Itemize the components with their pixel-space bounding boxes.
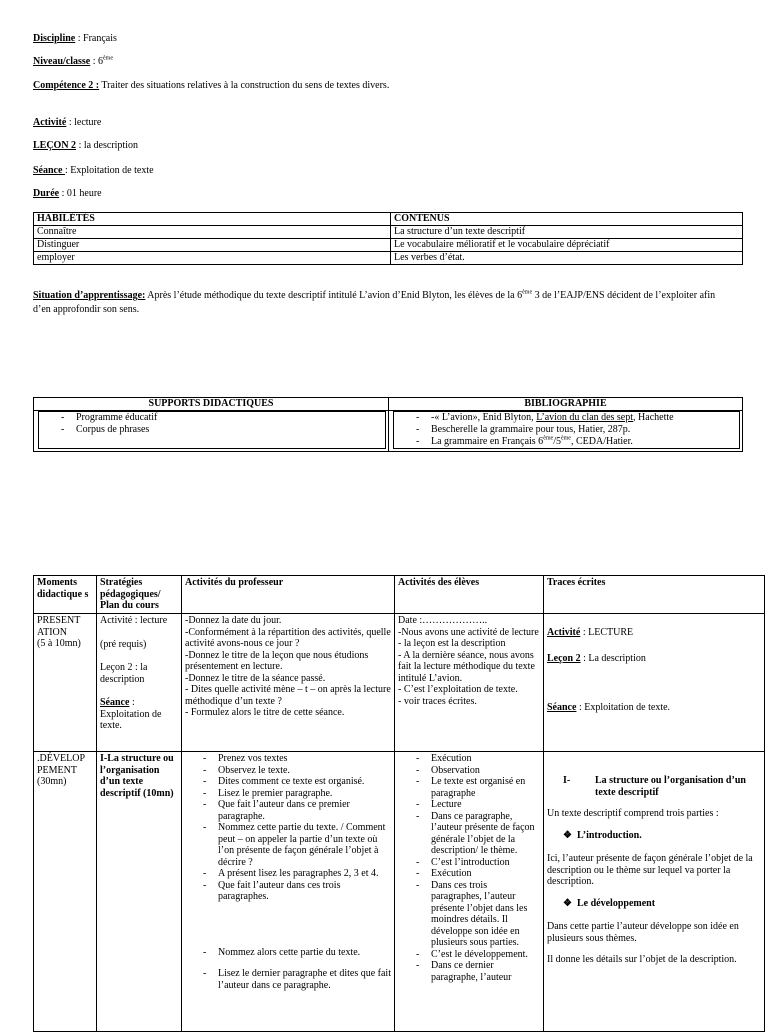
diamond-icon: ❖: [563, 829, 572, 841]
prof-text: -Donnez le titre de la séance passé.: [185, 672, 326, 684]
list-item: - A présent lisez les paragraphes 2, 3 et 4.: [203, 868, 391, 880]
situation-sup: ème: [522, 289, 533, 296]
traces-subheading: [547, 830, 761, 842]
competence-label: Compétence 2 :: [33, 80, 100, 91]
eleves-text: - la leçon est la description: [398, 638, 506, 649]
heading-number: I-: [563, 775, 571, 786]
biblio-text: -« L’avion», Enid Blyton,: [431, 412, 537, 423]
biblio-text: , Hachette: [633, 412, 674, 423]
activite-line: [33, 117, 101, 129]
prof-list: [185, 753, 391, 903]
eleves-text: Date :………………..: [398, 615, 488, 626]
supports-table: [33, 397, 743, 452]
column-header: Stratégies pédagogiques/ Plan du cours: [97, 576, 182, 614]
supports-list: [39, 412, 385, 436]
seance-value: : Exploitation de texte.: [100, 697, 162, 731]
duree-label: Durée: [33, 188, 60, 199]
situation-text-end: 3 de l’EAJP/ENS décident de l’exploiter afin d’en approfondir son sens.: [33, 290, 716, 315]
column-header: Traces écrites: [544, 576, 765, 614]
competence-line: [33, 80, 389, 92]
list-item: - Exécution: [416, 753, 540, 765]
list-item: - Lisez le dernier paragraphe et dites que fait l’auteur dans ce paragraphe.: [203, 968, 391, 991]
lecon-label: LEÇON 2: [33, 140, 77, 151]
prof-list-2: [185, 947, 391, 992]
biblio-text: La grammaire en Français 6: [431, 436, 544, 447]
column-header: Activités du professeur: [182, 576, 395, 614]
list-item: - Lisez le premier paragraphe.: [203, 788, 391, 800]
moment-text: PRESENT: [37, 615, 81, 626]
discipline-label: Discipline: [33, 33, 76, 44]
habiletes-header: HABILÉTÉS: [34, 213, 391, 226]
diamond-icon: ❖: [563, 897, 572, 909]
seance-value: : Exploitation de texte: [64, 165, 154, 176]
supports-box: [38, 411, 386, 449]
lesson-table: [33, 575, 765, 1032]
strategie-text: Leçon 2 : la description: [100, 662, 148, 685]
niveau-value: : 6: [90, 56, 103, 67]
strategie-text: (pré requis): [100, 638, 147, 650]
habilete-cell: Distinguer: [34, 239, 391, 252]
lecon-value: : La description: [580, 652, 646, 664]
habilete-cell: Connaître: [34, 226, 391, 239]
list-item: - Dans ces trois paragraphes, l’auteur présente l’objet dans les moindres détails. Il développe son idée en plusieurs sous parties.: [416, 880, 540, 949]
list-item: - Dans ce dernier paragraphe, l’auteur: [416, 960, 540, 983]
bibliographie-list: [394, 412, 739, 448]
list-item: - Bescherelle la grammaire pour tous, Hatier, 287p.: [416, 424, 739, 436]
duree-value: : 01 heure: [59, 188, 102, 199]
eleves-cell: [395, 614, 544, 752]
eleves-list: [398, 753, 540, 983]
strategie-text: [100, 697, 178, 732]
list-item: - C’est l’introduction: [416, 857, 540, 869]
seance-line: [33, 165, 154, 177]
bibliographie-header: BIBLIOGRAPHIE: [389, 398, 743, 411]
list-item: - Programme éducatif: [61, 412, 385, 424]
prof-cell: [182, 614, 395, 752]
activite-label: Activité: [547, 627, 581, 638]
activite-value: : LECTURE: [580, 627, 634, 638]
strategie-cell: I-La structure ou l’organisation d’un texte descriptif (10mn): [97, 752, 182, 1032]
table-row: [34, 239, 743, 252]
list-item: - Nommez cette partie du texte. / Comment peut – on appeler la partie d’un texte où l’on présente de façon générale l’objet à décrire ?: [203, 822, 391, 868]
traces-cell: [544, 752, 765, 1032]
seance-label: Séance: [547, 702, 577, 713]
list-item: - Nommez alors cette partie du texte.: [203, 947, 391, 959]
list-item: - Dites comment ce texte est organisé.: [203, 776, 391, 788]
moment-text: PEMENT: [37, 764, 77, 776]
moment-cell: [34, 752, 97, 1032]
biblio-sup: ème: [560, 435, 571, 442]
list-item: [416, 436, 739, 448]
subheading-text: Le développement: [577, 897, 656, 909]
biblio-text: , CEDA/Hatier.: [570, 436, 633, 447]
biblio-book-title: L’avion du clan des sept: [536, 412, 634, 423]
situation-apprentissage: [33, 289, 733, 316]
list-item: - Corpus de phrases: [61, 424, 385, 436]
moment-cell: [34, 614, 97, 752]
traces-paragraph: Ici, l’auteur présente de façon générale l’objet de la description ou le thème sur lequel va porter la description.: [547, 853, 753, 887]
list-item: - Exécution: [416, 868, 540, 880]
prof-text: -Donnez la date du jour.: [185, 615, 282, 626]
lecon-label: Leçon 2: [547, 652, 581, 664]
moment-text: ATION: [37, 626, 67, 638]
list-item: - Lecture: [416, 799, 540, 811]
subheading-text: L’introduction.: [577, 829, 642, 841]
biblio-sup: ème: [543, 435, 554, 442]
seance-label: Séance: [33, 165, 65, 176]
column-header: Moments didactique s: [34, 576, 97, 614]
niveau-sup: ème: [103, 55, 113, 62]
habilete-cell: employer: [34, 252, 391, 265]
list-item: - Dans ce paragraphe, l’auteur présente de façon générale l’objet de la description/ le thème.: [416, 811, 540, 857]
eleves-text: - C’est l’exploitation de texte.: [398, 684, 518, 695]
traces-paragraph: Il donne les détails sur l’objet de la description.: [547, 954, 737, 965]
prof-text: - Formulez alors le titre de cette séance.: [185, 707, 345, 718]
list-item: [416, 412, 739, 424]
traces-text: [547, 627, 761, 639]
table-header-row: [34, 576, 765, 614]
situation-text: Après l’étude méthodique du texte descriptif intitulé L’avion d’Enid Blyton, les élèves de la 6: [145, 290, 523, 301]
situation-label: Situation d’apprentissage:: [33, 290, 146, 301]
contenu-cell: La structure d’un texte descriptif: [391, 226, 743, 239]
seance-label: Séance: [100, 697, 130, 708]
competence-value: Traiter des situations relatives à la construction du sens de textes divers.: [99, 80, 390, 91]
bibliographie-box: [393, 411, 740, 449]
eleves-text: - A la dernière séance, nous avons fait la lecture méthodique du texte intitulé L’avion.: [398, 649, 535, 684]
moment-text: (30mn): [37, 776, 67, 787]
table-row: [34, 752, 765, 1032]
traces-text: [547, 653, 761, 665]
eleves-text: -Nous avons une activité de lecture: [398, 626, 539, 638]
bibliographie-cell: [389, 411, 743, 452]
traces-text: [547, 702, 761, 714]
traces-paragraph: Dans cette partie l’auteur développe son idée en plusieurs sous thèmes.: [547, 921, 739, 944]
niveau-label: Niveau/classe: [33, 56, 91, 67]
moment-text: (5 à 10mn): [37, 638, 81, 649]
eleves-text: - voir traces écrites.: [398, 695, 477, 707]
traces-subheading: [547, 898, 761, 910]
duree-line: [33, 188, 102, 200]
traces-heading: [547, 775, 761, 798]
prof-cell: [182, 752, 395, 1032]
prof-text: - Dites quelle activité mène – t – on après la lecture méthodique d’un texte ?: [185, 684, 391, 707]
supports-header: SUPPORTS DIDACTIQUES: [34, 398, 389, 411]
traces-intro: Un texte descriptif comprend trois parties :: [547, 808, 719, 819]
contenu-cell: Le vocabulaire mélioratif et le vocabulaire dépréciatif: [391, 239, 743, 252]
moment-text: .DÉVELOP: [37, 753, 86, 764]
strategie-text: Activité : lecture: [100, 615, 168, 626]
biblio-text: /5: [553, 436, 561, 447]
list-item: - Observez le texte.: [203, 765, 391, 777]
list-item: - Prenez vos textes: [203, 753, 391, 765]
habiletes-table: [33, 212, 743, 265]
niveau-line: [33, 56, 113, 68]
lecon-line: [33, 140, 138, 152]
list-item: - C’est le développement.: [416, 949, 540, 961]
activite-value: : lecture: [66, 117, 102, 128]
strategie-cell: [97, 614, 182, 752]
prof-text: -Conformément à la répartition des activités, quelle activité avons-nous ce jour ?: [185, 626, 391, 649]
discipline-line: [33, 33, 117, 45]
contenu-cell: Les verbes d’état.: [391, 252, 743, 265]
supports-cell: [34, 411, 389, 452]
table-row: [34, 226, 743, 239]
table-row: [34, 614, 765, 752]
list-item: - Le texte est organisé en paragraphe: [416, 776, 540, 799]
table-row: [34, 252, 743, 265]
prof-text: -Donnez le titre de la leçon que nous étudions présentement en lecture.: [185, 649, 369, 672]
seance-value: : Exploitation de texte.: [576, 702, 671, 713]
list-item: - Que fait l’auteur dans ces trois paragraphes.: [203, 880, 391, 903]
traces-cell: [544, 614, 765, 752]
column-header: Activités des élèves: [395, 576, 544, 614]
list-item: - Que fait l’auteur dans ce premier paragraphe.: [203, 799, 391, 822]
discipline-value: : Français: [75, 33, 117, 44]
list-item: - Observation: [416, 765, 540, 777]
lecon-value: : la description: [76, 140, 138, 151]
heading-text: La structure ou l’organisation d’un texte descriptif: [595, 775, 746, 798]
eleves-cell: [395, 752, 544, 1032]
contenus-header: CONTENUS: [391, 213, 743, 226]
activite-label: Activité: [33, 117, 67, 128]
